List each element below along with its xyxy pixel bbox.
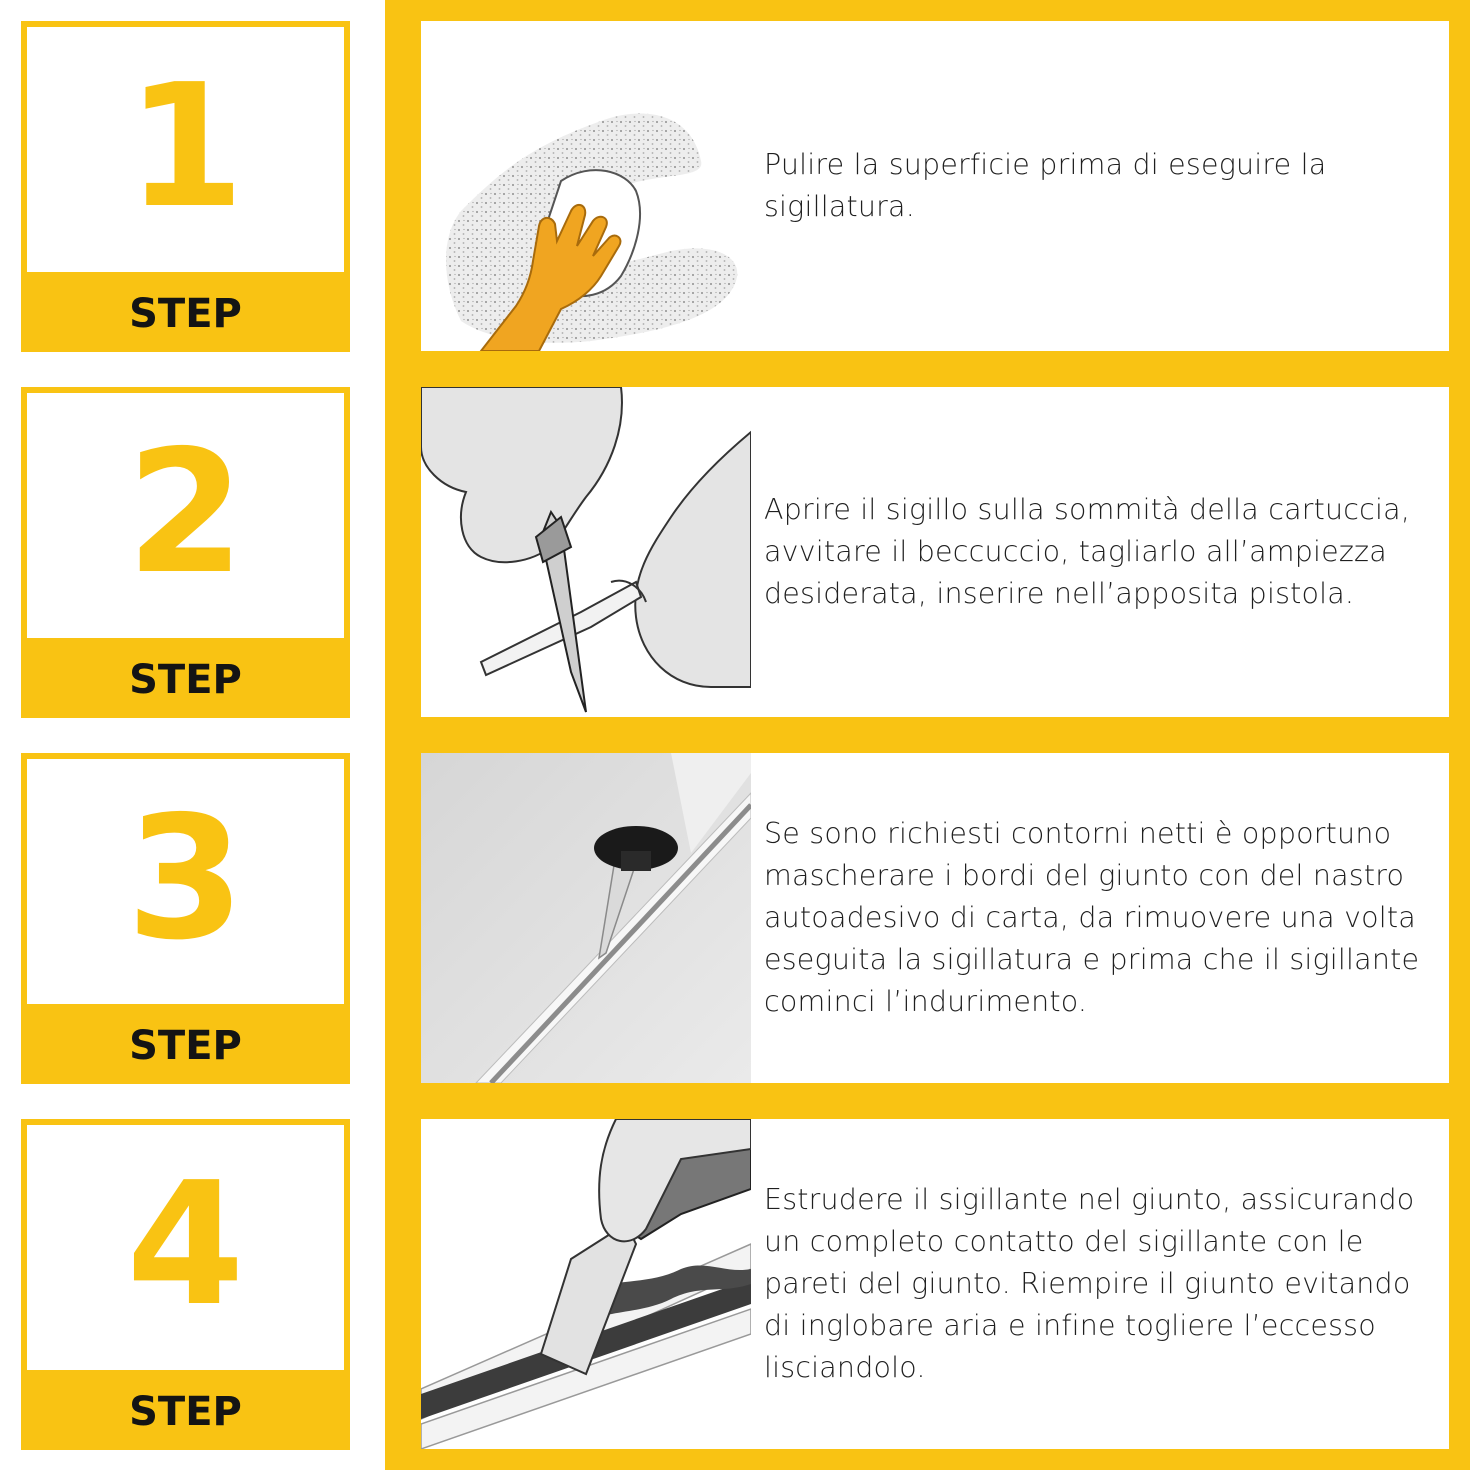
step-label-band <box>27 638 344 712</box>
step-badge-2 <box>21 387 350 718</box>
step-label: STEP <box>129 1023 242 1069</box>
step-card-1 <box>421 21 1449 351</box>
nozzle-applying-sealant-joint-icon <box>421 753 751 1083</box>
hands-cutting-nozzle-icon <box>421 387 751 717</box>
step-label: STEP <box>129 657 242 703</box>
step-label-band <box>27 272 344 346</box>
step-number: 2 <box>126 414 245 612</box>
step-number: 4 <box>126 1146 245 1344</box>
step-badge-1 <box>21 21 350 352</box>
step-description: Se sono richiesti contorni netti è opportuno mascherare i bordi del giunto con del nastro autoadesivo di carta, da rimuovere una volta eseguita la sigillatura e prima che il sigillante cominci l’indurimento. <box>764 817 1420 1018</box>
step-description: Pulire la superficie prima di eseguire la sigillatura. <box>764 148 1327 223</box>
step-card-4 <box>421 1119 1449 1449</box>
spatula-smoothing-sealant-icon <box>421 1119 751 1449</box>
step-label: STEP <box>129 1389 242 1435</box>
step-card-2 <box>421 387 1449 717</box>
step-label-band <box>27 1004 344 1078</box>
gloved-hand-wiping-surface-icon <box>421 21 751 351</box>
step-number: 3 <box>126 780 245 978</box>
step-badge-4 <box>21 1119 350 1450</box>
step-card-3 <box>421 753 1449 1083</box>
step-description: Aprire il sigillo sulla sommità della cartuccia, avvitare il beccuccio, tagliarlo all’ampiezza desiderata, inserire nell’apposita pistola. <box>764 493 1411 610</box>
step-label-band <box>27 1370 344 1444</box>
step-label: STEP <box>129 291 242 337</box>
step-description: Estrudere il sigillante nel giunto, assicurando un completo contatto del sigillante con le pareti del giunto. Riempire il giunto evitando di inglobare aria e infine togliere l’eccesso lisciandolo. <box>764 1183 1415 1384</box>
step-number: 1 <box>126 48 245 246</box>
step-badge-3 <box>21 753 350 1084</box>
